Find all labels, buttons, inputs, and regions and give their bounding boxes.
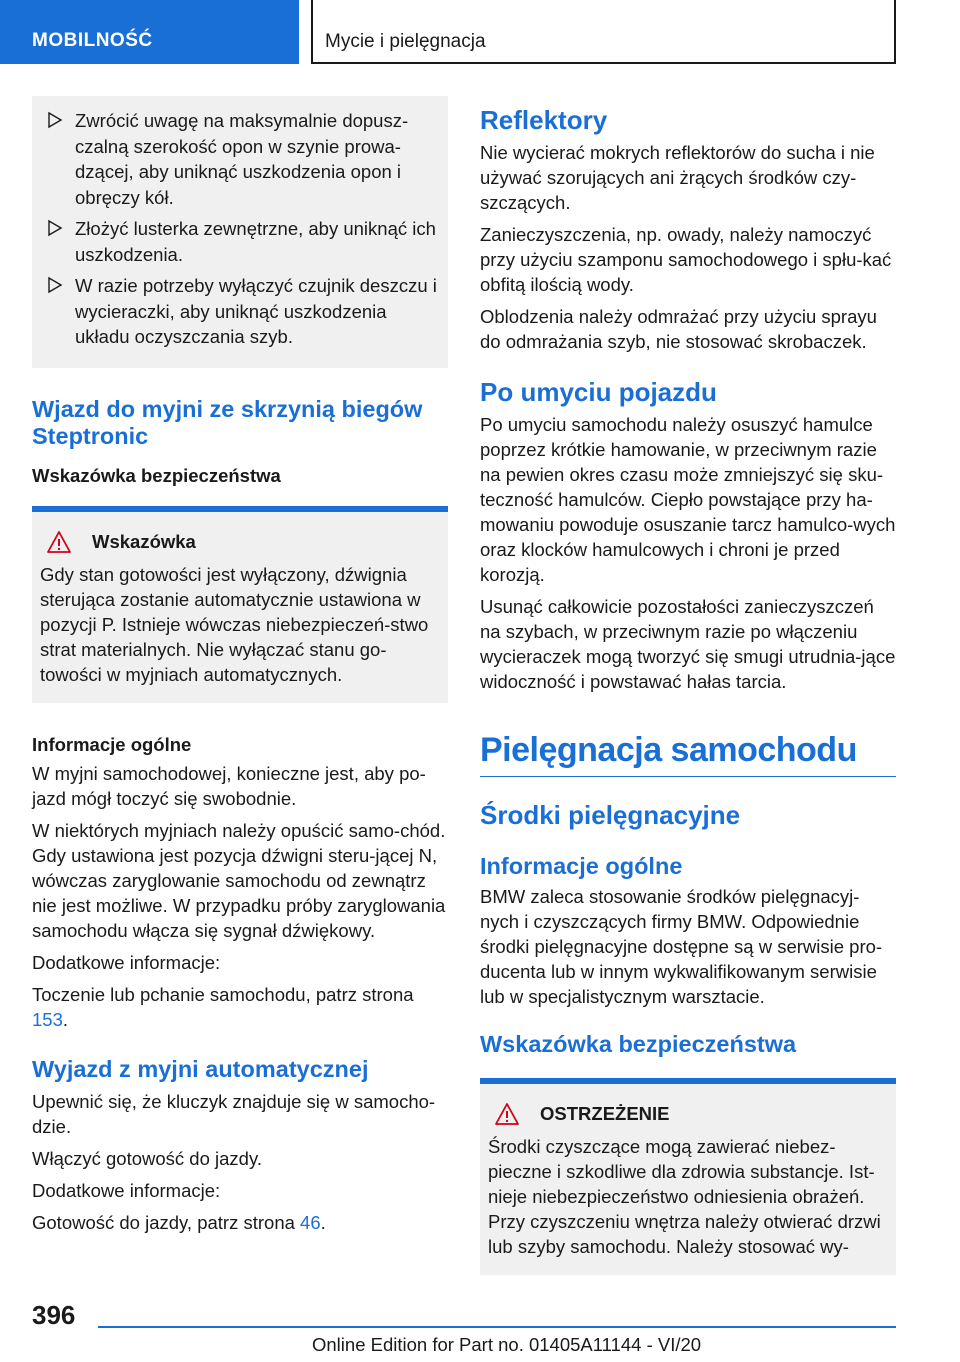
header-section-tab (0, 0, 299, 64)
page-link-46[interactable]: 46 (300, 1211, 321, 1233)
bullet-item (46, 273, 438, 350)
headlights-paragraph-3: Oblodzenia należy odmrażać przy użyciu sprayu do odmrażania szyb, nie stosować skrobaczek. (480, 306, 877, 352)
exit-paragraph-2: Włączyć gotowość do jazdy. (32, 1147, 262, 1169)
warning-text: Środki czyszczące mogą zawierać niebez‐pieczne i szkodliwe dla zdrowia substancje. Ist‐nieje niebezpieczeństwo odniesienia obrażeń. Przy czyszczeniu wnętrza należy otwierać drzwi lub szyby samochodu. Należy stosować wy‐ (488, 1136, 881, 1257)
header-section-label: MOBILNOŚĆ (32, 30, 153, 51)
additional-ref-1: Toczenie lub pchanie samochodu, patrz strona 153. (32, 983, 414, 1030)
page-link-153[interactable]: 153 (32, 1008, 63, 1030)
warning-title: OSTRZEŻENIE (540, 1103, 670, 1124)
additional-ref-2: Gotowość do jazdy, patrz strona 46. (32, 1211, 326, 1233)
general-heading: Informacje ogólne (32, 733, 192, 755)
warning-triangle-icon (494, 1102, 520, 1126)
headlights-paragraph-2: Zanieczyszczenia, np. owady, należy namoczyć przy użyciu szamponu samochodowego i spłu‐kać obfitą ilością wody. (480, 224, 892, 295)
note-title: Wskazówka (92, 530, 196, 552)
bullet-text: Złożyć lusterka zewnętrzne, aby uniknąć ich uszkodzenia. (75, 218, 436, 265)
bullet-list (46, 108, 438, 350)
page-number: 396 (32, 1300, 76, 1330)
care-general-heading: Informacje ogólne (480, 853, 683, 879)
note-text: Gdy stan gotowości jest wyłączony, dźwignia sterująca zostanie automatycznie ustawiona w pozycji P. Istnieje wówczas niebezpieczeń‐stwo strat materialnych. Nie wyłączać stanu go‐towości w myjniach automatycznych. (40, 563, 429, 685)
steptronic-heading: Wjazd do myjni ze skrzynią biegów Steptronic (32, 395, 423, 449)
after-wash-paragraph-2: Usunąć całkowicie pozostałości zanieczyszczeń na szybach, w przeciwnym razie po włączeniu wycieraczek mogą tworzyć się smugi utrudnia‐jące widoczność i powstawać hałas tarcia. (480, 596, 896, 692)
bullet-box (32, 96, 448, 368)
exit-heading: Wyjazd z myjni automatycznej (32, 1055, 369, 1082)
exit-paragraph-1: Upewnić się, że kluczyk znajduje się w samocho‐dzie. (32, 1090, 436, 1137)
headlights-paragraph-1: Nie wycierać mokrych reflektorów do sucha i nie używać szorujących ani żrących środków czy‐szczących. (480, 142, 875, 213)
bullet-text: Zwrócić uwagę na maksymalnie dopusz‐czalną szerokość opon w szynie prowa‐dzącej, aby uniknąć uszkodzenia opon i obręczy kół. (75, 110, 409, 208)
safety-heading: Wskazówka bezpieczeństwa (32, 464, 281, 486)
right-column (480, 96, 896, 1275)
note-header (42, 530, 440, 554)
bullet-item (46, 108, 438, 210)
bullet-text: W razie potrzeby wyłączyć czujnik deszczu i wycieraczki, aby uniknąć uszkodzenia układu oczyszczania szyb. (75, 275, 437, 347)
note-box (32, 506, 448, 703)
care-agents-heading: Środki pielęgnacyjne (480, 800, 741, 830)
headlights-heading: Reflektory (480, 105, 608, 135)
after-wash-heading: Po umyciu pojazdu (480, 377, 717, 407)
additional-info-label-1: Dodatkowe informacje: (32, 951, 221, 973)
footer-edition: Online Edition for Part no. 01405A11144 - VI/20 (312, 1334, 702, 1355)
warning-header (490, 1102, 888, 1126)
left-column (32, 96, 448, 1235)
care-safety-heading: Wskazówka bezpieczeństwa (480, 1031, 797, 1057)
triangle-right-outline-icon (47, 111, 63, 129)
general-paragraph-1: W myjni samochodowej, konieczne jest, aby po‐jazd mógł toczyć się swobodnie. (32, 762, 426, 809)
triangle-right-outline-icon (47, 276, 63, 294)
triangle-right-outline-icon (47, 219, 63, 237)
general-paragraph-2: W niektórych myjniach należy opuścić samo‐chód. Gdy ustawiona jest pozycja dźwigni steru‐jącej N, wówczas zaryglowanie samochodu od zewnątrz nie jest możliwe. W przypadku próby zaryglowania samochodu włącza się sygnał dźwiękowy. (32, 819, 446, 941)
footer-divider (98, 1326, 896, 1328)
warning-box (480, 1078, 896, 1275)
warning-triangle-icon (46, 530, 72, 554)
care-heading: Pielęgnacja samochodu (480, 730, 896, 777)
care-general-paragraph: BMW zaleca stosowanie środków pielęgnacyj‐nych i czyszczących firmy BMW. Odpowiednie środki pielęgnacyjne dostępne są w serwisie pro‐ducenta lub w innym wykwalifikowanym serwisie lub w specjalistycznym warsztacie. (480, 886, 883, 1007)
bullet-item (46, 216, 438, 267)
after-wash-paragraph-1: Po umyciu samochodu należy osuszyć hamulce poprzez krótkie hamowanie, w przeciwnym razie na pewien okres czasu może zmniejszyć się sku‐teczność hamulców. Ciepło powstające przy ha‐mowaniu powoduje osuszanie tarcz hamulco‐wych oraz klocków hamulcowych i chroni je przed korozją. (480, 414, 896, 585)
header-chapter-title: Mycie i pielęgnacja (325, 31, 486, 52)
additional-info-label-2: Dodatkowe informacje: (32, 1179, 221, 1201)
